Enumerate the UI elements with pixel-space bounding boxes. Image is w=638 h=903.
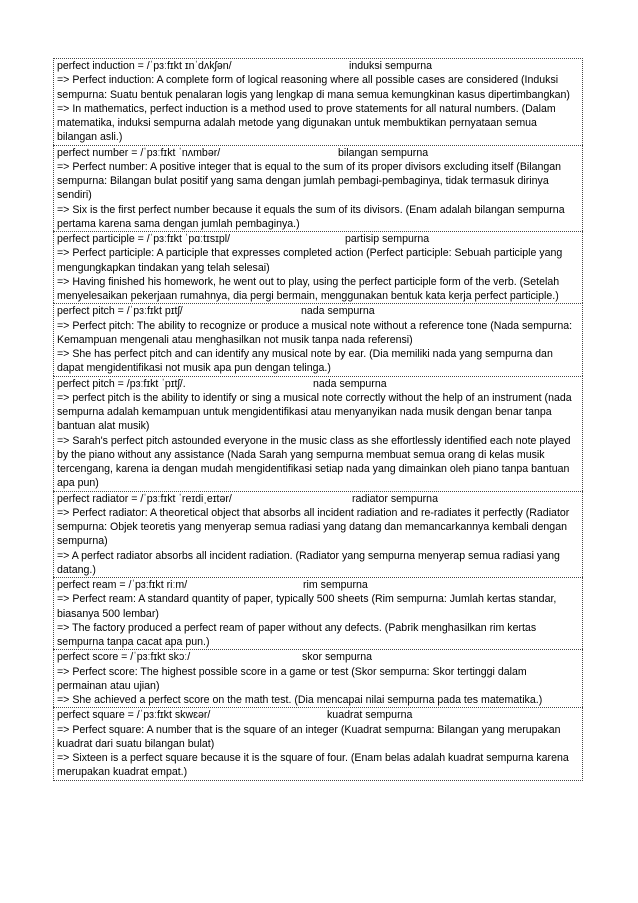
entry-example: => A perfect radiator absorbs all incident radiation. (Radiator yang sempurna menyerap semua radiasi yang datang.)	[57, 549, 560, 576]
entry-term: perfect pitch = /pɜːfɪkt ˈpɪtʃ/.	[57, 377, 186, 390]
entry-example: => Six is the first perfect number because it equals the sum of its divisors. (Enam adalah bilangan sempurna pertama karena sama dengan jumlah pembaginya.)	[57, 203, 565, 230]
entry-translation: radiator sempurna	[352, 492, 438, 505]
entry-term: perfect participle = /ˈpɜːfɪkt ˈpɑːtɪsɪpl/	[57, 233, 231, 245]
entry-translation: rim sempurna	[303, 579, 368, 591]
entry-example: => The factory produced a perfect ream of paper without any defects. (Pabrik menghasilkan rim kertas sempurna tanpa cacat apa pun.)	[57, 621, 537, 648]
entry-perfect-number	[53, 145, 583, 232]
entry-term: perfect score = /ˈpɜːfɪkt skɔː/	[57, 651, 191, 664]
entry-example: => In mathematics, perfect induction is a method used to prove statements for all natural numbers. (Dalam matematika, induksi sempurna adalah metode yang digunakan untuk membuktikan pernyataan semua bilangan asli.)	[57, 102, 556, 144]
entry-head	[57, 59, 579, 73]
entry-perfect-pitch-2	[53, 376, 583, 491]
entry-example: => Sixteen is a perfect square because it is the square of four. (Enam belas adalah kuadrat sempurna karena merupakan kuadrat empat.)	[57, 752, 569, 779]
entry-perfect-radiator	[53, 491, 583, 578]
entry-translation: nada sempurna	[301, 305, 375, 318]
entry-definition: => Perfect square: A number that is the square of an integer (Kuadrat sempurna: Bilangan yang merupakan kuadrat dari suatu bilangan bulat)	[57, 723, 561, 750]
entry-example: => Having finished his homework, he went out to play, using the perfect participle form of the verb. (Setelah menyelesaikan pekerjaan rumahnya, dia pergi bermain, menggunakan bentuk kata kerja perfect participle.)	[57, 275, 560, 302]
entry-definition: => Perfect induction: A complete form of logical reasoning where all possible cases are considered (Induksi sempurna: Suatu bentuk penalaran logis yang lengkap di mana semua kemungkinan kasus dipertimbangkan)	[57, 74, 570, 101]
entry-term: perfect induction = /ˈpɜːfɪkt ɪnˈdʌkʃən/	[57, 60, 232, 72]
entry-head	[57, 650, 579, 664]
entry-head	[57, 578, 579, 592]
entry-definition: => Perfect ream: A standard quantity of paper, typically 500 sheets (Rim sempurna: Jumlah kertas standar, biasanya 500 lembar)	[57, 593, 557, 620]
entry-perfect-participle	[53, 231, 583, 303]
entry-head	[57, 492, 579, 506]
entry-perfect-ream	[53, 577, 583, 649]
glossary-table	[53, 58, 583, 781]
entry-term: perfect radiator = /ˈpɜːfɪkt ˈreɪdiˌeɪtər/	[57, 492, 232, 505]
entry-example: => Sarah's perfect pitch astounded everyone in the music class as she effortlessly identified each note played by the piano without any assistance (Nada Sarah yang sempurna membuat semua orang di kelas musik tercengang, karena ia dengan mudah mengidentifikasi setiap nada yang dimainkan oleh piano tanpa bantuan apa pun)	[57, 434, 571, 490]
entry-head	[57, 377, 579, 391]
entry-term: perfect number = /ˈpɜːfɪkt ˈnʌmbər/	[57, 146, 221, 159]
entry-definition: => perfect pitch is the ability to identify or sing a musical note correctly without the help of an instrument (nada sempurna adalah kemampuan untuk mengidentifikasi atau menyanyikan nada musik dengan benar tanpa bantuan alat musik)	[57, 391, 572, 433]
entry-example: => She has perfect pitch and can identify any musical note by ear. (Dia memiliki nada yang sempurna dan dapat mengidentifikasi not musik apa pun dengan telinga.)	[57, 348, 553, 375]
entry-definition: => Perfect number: A positive integer that is equal to the sum of its proper divisors excluding itself (Bilangan sempurna: Bilangan bulat positif yang sama dengan jumlah pembagi-pembaginya, tidak termasuk dirinya sendiri)	[57, 160, 562, 202]
entry-head	[57, 708, 579, 722]
entry-term: perfect ream = /ˈpɜːfɪkt riːm/	[57, 579, 188, 591]
entry-translation: bilangan sempurna	[338, 146, 429, 159]
entry-translation: skor sempurna	[302, 651, 373, 664]
entry-head	[57, 304, 579, 318]
entry-translation: partisip sempurna	[345, 233, 430, 245]
entry-definition: => Perfect participle: A participle that expresses completed action (Perfect participle: Sebuah participle yang mengungkapkan tindakan yang telah selesai)	[57, 247, 563, 274]
entry-perfect-induction	[53, 58, 583, 145]
entry-term: perfect pitch = /ˈpɜːfɪkt pɪtʃ/	[57, 305, 183, 318]
entry-definition: => Perfect radiator: A theoretical object that absorbs all incident radiation and re-radiates it perfectly (Radiator sempurna: Objek teoretis yang menyerap semua radiasi yang datang dan memancarkannya kembali dengan sempurna)	[57, 506, 570, 548]
entry-term: perfect square = /ˈpɜːfɪkt skwɛər/	[57, 709, 211, 722]
entry-translation: induksi sempurna	[349, 60, 433, 72]
entry-perfect-square	[53, 707, 583, 780]
entry-perfect-pitch	[53, 303, 583, 375]
entry-head	[57, 232, 579, 246]
entry-example: => She achieved a perfect score on the math test. (Dia mencapai nilai sempurna pada tes matematika.)	[57, 694, 543, 706]
entry-definition: => Perfect pitch: The ability to recognize or produce a musical note without a reference tone (Nada sempurna: Kemampuan mengenali atau menghasilkan not musik tanpa nada referensi)	[57, 319, 573, 346]
entry-translation: kuadrat sempurna	[327, 709, 413, 722]
entry-definition: => Perfect score: The highest possible score in a game or test (Skor sempurna: Skor tertinggi dalam permainan atau ujian)	[57, 665, 527, 692]
entry-translation: nada sempurna	[313, 377, 387, 390]
entry-perfect-score	[53, 649, 583, 707]
entry-head	[57, 146, 579, 160]
